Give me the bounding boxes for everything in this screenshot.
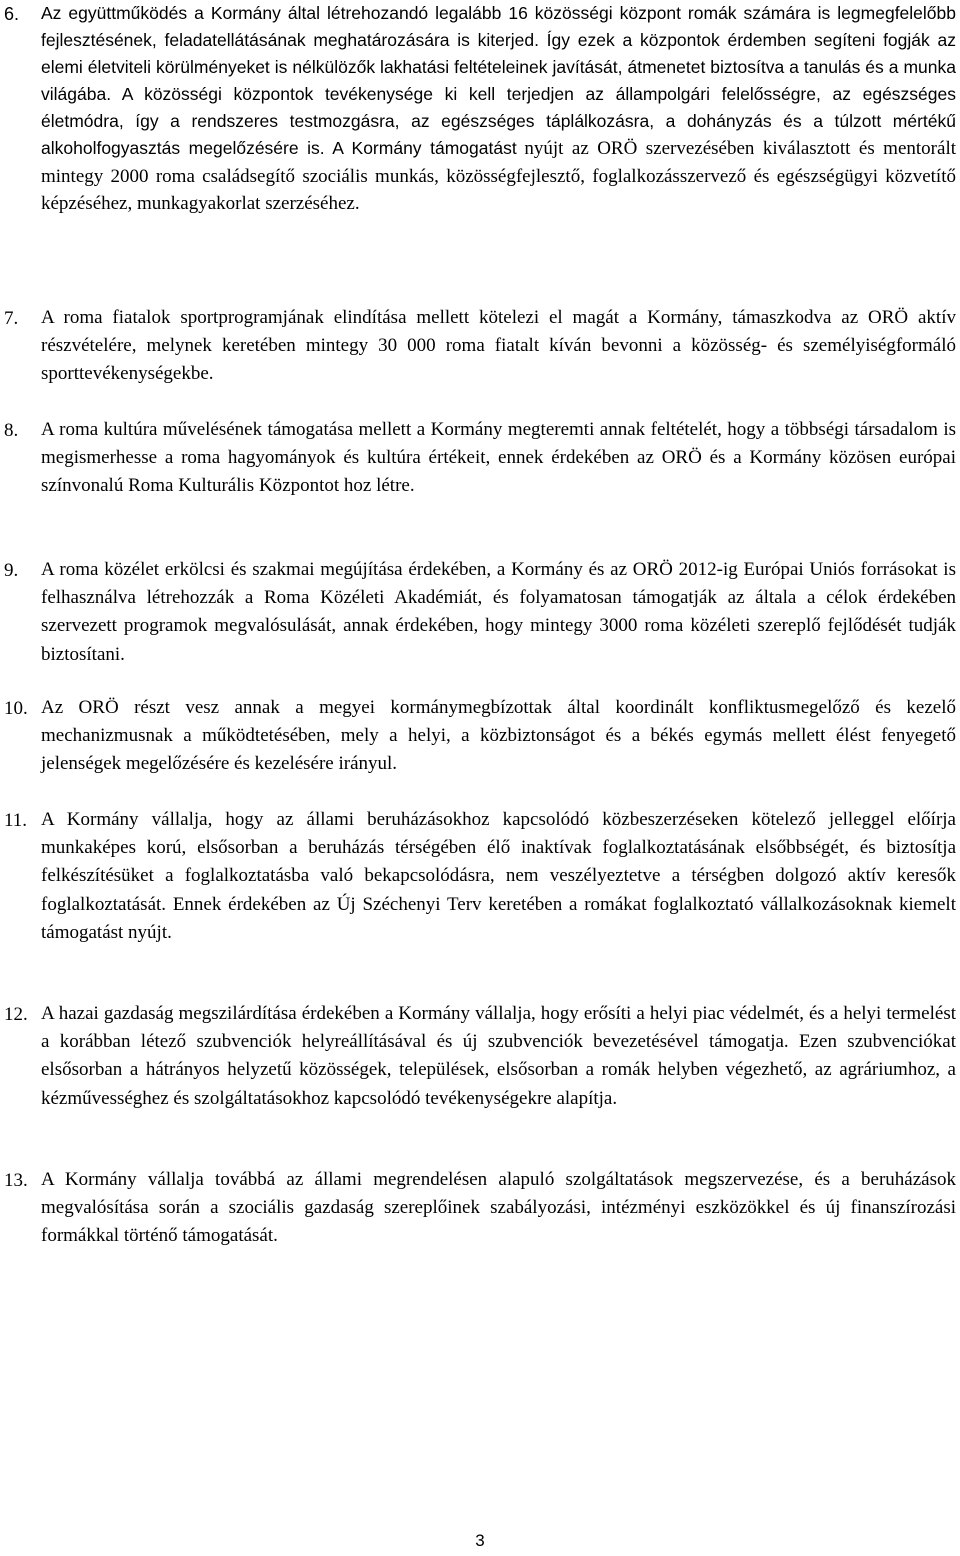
- item-number: 9.: [4, 560, 19, 581]
- item-text: A Kormány vállalja, hogy az állami beruházásokhoz kapcsolódó közbeszerzéseken kötelező jelleggel előírja munkaképes korú, elsősorban a beruházás térségében élő inaktívak foglalkoztatásának elsőbbségét, és biztosítja felkészítésüket a foglalkoztatásba való bekapcsolódásra, nem veszélyeztetve a térségben dolgozó aktív keresők foglalkoztatását. Ennek érdekében az Új Széchenyi Terv keretében a romákat foglalkoztató vállalkozásoknak kiemelt támogatást nyújt.: [41, 809, 956, 943]
- item-number: 12.: [4, 1004, 28, 1025]
- item-number: 6.: [4, 4, 20, 24]
- list-item-10: [4, 694, 956, 779]
- list-item-12: [4, 1000, 956, 1113]
- item-text: A roma közélet erkölcsi és szakmai megújítása érdekében, a Kormány és az ORÖ 2012-ig Európai Uniós forrásokat is felhasználva létrehozzák a Roma Közéleti Akadémiát, és folyamatosan támogatják az általa a célok érdekében szervezett programok megvalósulását, annak érdekében, hogy mintegy 3000 roma közéleti szereplő fejlődését tudják biztosítani.: [41, 559, 956, 665]
- list-item-7: [4, 304, 956, 389]
- item-text-segment-serif: nyújt az ORÖ szervezésében kiválasztott és mentorált mintegy 2000 roma családsegítő szociális munkás, közösségfejlesztő, foglalkozásszervező és egészségügyi közvetítő képzéséhez, munkagyakorlat szerzéséhez.: [41, 138, 956, 214]
- item-text: A Kormány vállalja továbbá az állami megrendelésen alapuló szolgáltatások megszervezése, és a beruházások megvalósítása során a szociális gazdaság szereplőinek szabályozási, intézményi eszközökkel és új finanszírozási formákkal történő támogatását.: [41, 1169, 956, 1247]
- list-item-9: [4, 556, 956, 669]
- list-item-11: [4, 806, 956, 947]
- item-text: [41, 0, 956, 218]
- item-text: Az ORÖ részt vesz annak a megyei kormánymegbízottak által koordinált konfliktusmegelőző és kezelő mechanizmusnak a működtetésében, mely a helyi, a közbiztonságot és a békés egymás mellett élést fenyegető jelenségek megelőzésére és kezelésére irányul.: [41, 697, 956, 775]
- item-number: 7.: [4, 308, 19, 329]
- item-number: 8.: [4, 420, 19, 441]
- item-text: A roma fiatalok sportprogramjának elindítása mellett kötelezi el magát a Kormány, támaszkodva az ORÖ aktív részvételére, melynek keretében mintegy 30 000 roma fiatalt kíván bevonni a közösség- és személyiségformáló sporttevékenységekbe.: [41, 307, 956, 385]
- list-item-13: [4, 1166, 956, 1251]
- list-item-6: [4, 0, 956, 218]
- item-number: 11.: [4, 810, 28, 831]
- page-number: 3: [475, 1531, 485, 1550]
- item-text: A hazai gazdaság megszilárdítása érdekében a Kormány vállalja, hogy erősíti a helyi piac védelmét, és a helyi termelést a korábban létező szubvenciók helyreállításával és új szubvenciók bevezetésével támogatja. Ezen szubvenciókat elsősorban a hátrányos helyzetű közösségek, települések, elsősorban a romák helyben végezhető, az agráriumhoz, a kézművességhez és szolgáltatásokhoz kapcsolódó tevékenységekre alapítja.: [41, 1003, 956, 1109]
- item-text: A roma kultúra művelésének támogatása mellett a Kormány megteremti annak feltételét, hogy a többségi társadalom is megismerhesse a roma hagyományok és kultúra értékeit, ennek érdekében az ORÖ és a Kormány közösen európai színvonalú Roma Kulturális Központot hoz létre.: [41, 419, 956, 497]
- item-number: 10.: [4, 698, 28, 719]
- list-item-8: [4, 416, 956, 501]
- item-text-segment-sans: Az együttműködés a Kormány által létrehozandó legalább 16 közösségi központ romák számára is legmegfelelőbb fejlesztésének, feladatellátásának meghatározására is kiterjed. Így ezek a központok érdemben segíteni fogják az elemi életviteli körülményeket is nélkülözők lakhatási feltételeinek javítását, átmenetet biztosítva a tanulás és a munka világába. A közösségi központok tevékenysége ki kell terjedjen az állampolgári felelősségre, az egészséges életmódra, így a rendszeres testmozgásra, az egészséges táplálkozásra, a dohányzás és a túlzott mértékű alkoholfogyasztás megelőzésére is. A Kormány támogatást: [41, 3, 956, 158]
- item-number: 13.: [4, 1170, 28, 1191]
